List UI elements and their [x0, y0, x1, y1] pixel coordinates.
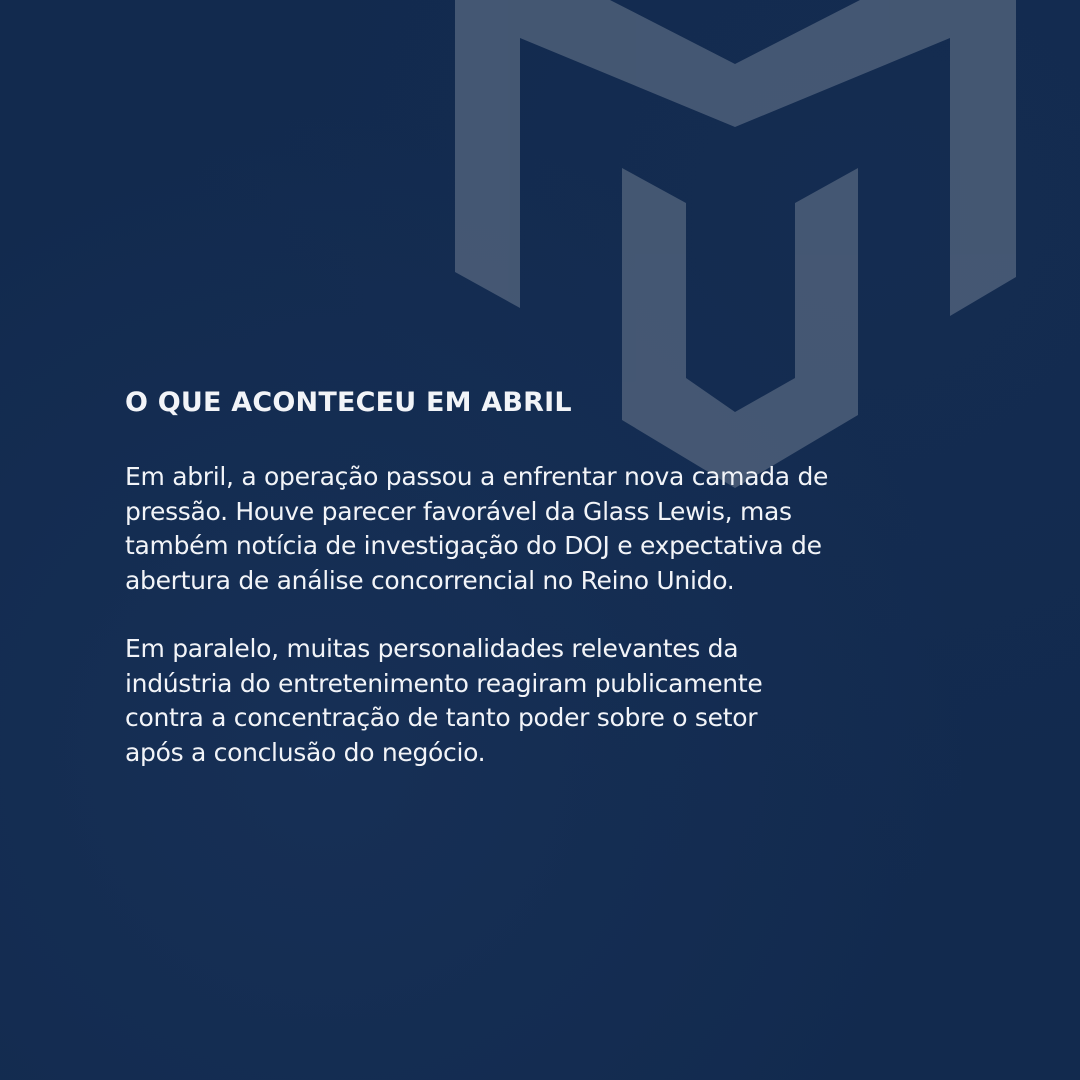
paragraph-parallel [125, 632, 985, 770]
text-block [125, 384, 985, 804]
paragraph-line: pressão. Houve parecer favorável da Glass Lewis, mas [125, 496, 792, 526]
paragraph-april [125, 460, 985, 598]
paragraph-line: Em abril, a operação passou a enfrentar nova camada de [125, 462, 829, 491]
paragraph-line: Em paralelo, muitas personalidades relevantes da [125, 634, 739, 663]
paragraph-line: indústria do entretenimento reagiram publicamente [125, 668, 763, 698]
paragraph-line: após a conclusão do negócio. [125, 737, 486, 767]
paragraph-line: contra a concentração de tanto poder sobre o setor [125, 703, 758, 732]
section-heading: O QUE ACONTECEU EM ABRIL [125, 387, 572, 418]
paragraph-line: abertura de análise concorrencial no Reino Unido. [125, 565, 735, 595]
paragraph-line: também notícia de investigação do DOJ e expectativa de [125, 531, 822, 560]
